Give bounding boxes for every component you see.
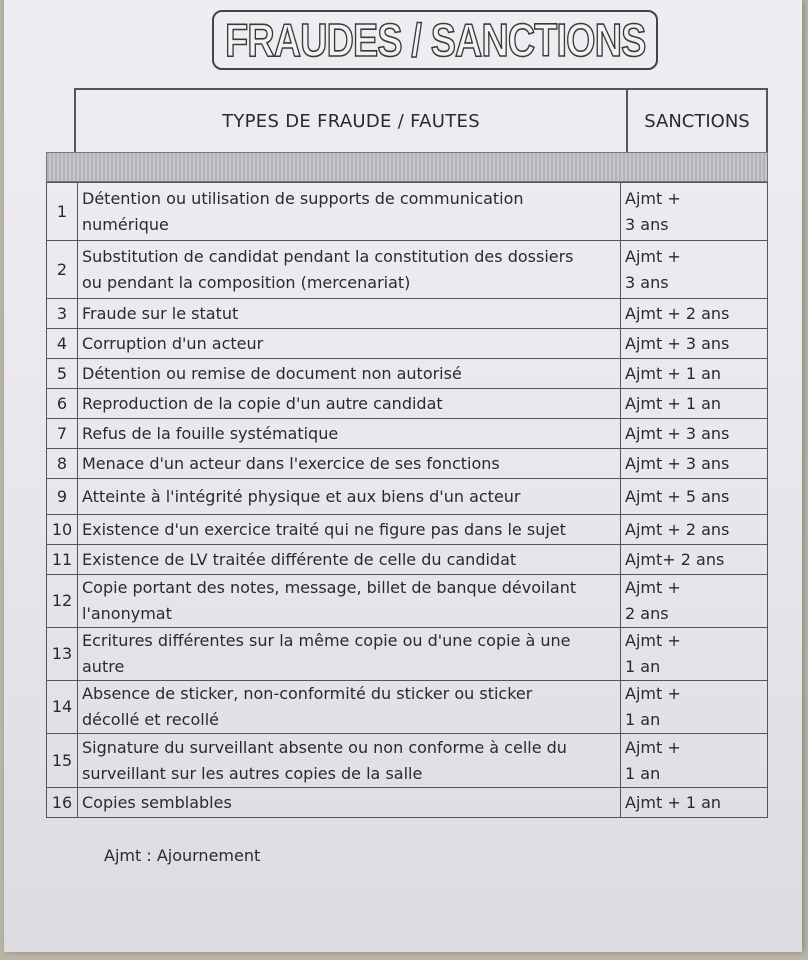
row-number: 15 [47, 734, 78, 788]
row-number: 8 [47, 449, 78, 479]
table-row [47, 788, 768, 818]
fraud-description [78, 241, 621, 299]
fraud-description [78, 389, 621, 419]
fraud-description [78, 788, 621, 818]
fraud-description [78, 359, 621, 389]
header-sanctions: SANCTIONS [644, 110, 750, 132]
description-line: Ecritures différentes sur la même copie ou d'une copie à une [82, 631, 571, 650]
row-number: 13 [47, 628, 78, 681]
description-line: surveillant sur les autres copies de la salle [82, 763, 423, 783]
fraud-description [78, 479, 621, 515]
fraud-description [78, 449, 621, 479]
page-title: FRAUDES / SANCTIONS [224, 14, 646, 66]
sanction-cell [621, 734, 768, 788]
sanction-cell [621, 329, 768, 359]
row-number: 3 [47, 299, 78, 329]
table-row [47, 389, 768, 419]
sanction-line: Ajmt + 2 ans [625, 519, 730, 539]
description-line: Corruption d'un acteur [82, 333, 264, 353]
sanction-cell [621, 628, 768, 681]
sanction-line: Ajmt + 2 ans [625, 303, 730, 323]
sanction-line: 2 ans [625, 604, 669, 623]
table-row [47, 734, 768, 788]
sanction-line: Ajmt + [625, 737, 681, 757]
row-number: 6 [47, 389, 78, 419]
title-box [212, 10, 658, 70]
description-line: Existence d'un exercice traité qui ne figure pas dans le sujet [82, 519, 566, 539]
description-line: Atteinte à l'intégrité physique et aux biens d'un acteur [82, 486, 521, 506]
sanction-cell [621, 681, 768, 734]
table-row [47, 575, 768, 628]
sanction-line: Ajmt + [625, 188, 681, 208]
sanction-cell [621, 515, 768, 545]
fraud-description [78, 329, 621, 359]
description-line: Copie portant des notes, message, billet de banque dévoilant [82, 578, 577, 597]
table-row [47, 241, 768, 299]
fraud-description [78, 419, 621, 449]
sanction-line: Ajmt+ 2 ans [625, 549, 725, 569]
description-line: Fraude sur le statut [82, 303, 239, 323]
sanction-cell [621, 359, 768, 389]
row-number: 9 [47, 479, 78, 515]
row-number: 12 [47, 575, 78, 628]
sanction-line: 1 an [625, 763, 661, 783]
sanction-cell [621, 419, 768, 449]
table-row [47, 628, 768, 681]
fraud-description [78, 628, 621, 681]
fraud-description [78, 183, 621, 241]
row-number: 11 [47, 545, 78, 575]
sanction-cell [621, 183, 768, 241]
sanction-line: Ajmt + [625, 246, 681, 266]
sanction-line: Ajmt + 1 an [625, 792, 722, 812]
sanction-cell [621, 389, 768, 419]
sanction-line: 1 an [625, 710, 661, 729]
row-number: 10 [47, 515, 78, 545]
table-row [47, 449, 768, 479]
description-line: ou pendant la composition (mercenariat) [82, 272, 411, 292]
fraud-description [78, 545, 621, 575]
description-line: Substitution de candidat pendant la constitution des dossiers [82, 246, 574, 266]
sanction-line: Ajmt + 3 ans [625, 333, 730, 353]
fraud-description [78, 515, 621, 545]
row-number: 1 [47, 183, 78, 241]
header-types: TYPES DE FRAUDE / FAUTES [76, 90, 628, 152]
table-row [47, 359, 768, 389]
sanction-line: Ajmt + 1 an [625, 393, 722, 413]
row-number: 5 [47, 359, 78, 389]
sanction-cell [621, 575, 768, 628]
description-line: décollé et recollé [82, 710, 219, 729]
description-line: Menace d'un acteur dans l'exercice de ses fonctions [82, 453, 500, 473]
fraud-description [78, 681, 621, 734]
fraud-description [78, 299, 621, 329]
description-line: Détention ou utilisation de supports de communication [82, 188, 524, 208]
table-row [47, 329, 768, 359]
table-row [47, 419, 768, 449]
sanction-line: Ajmt + [625, 631, 681, 650]
description-line: Copies semblables [82, 792, 232, 812]
sanction-line: 3 ans [625, 214, 669, 234]
sanction-cell [621, 545, 768, 575]
table-row [47, 515, 768, 545]
table-row [47, 299, 768, 329]
sanction-line: 1 an [625, 657, 661, 676]
sanction-cell [621, 299, 768, 329]
description-line: Détention ou remise de document non autorisé [82, 363, 462, 383]
description-line: numérique [82, 214, 169, 234]
sanctions-table [46, 182, 768, 818]
sanction-line: Ajmt + [625, 684, 681, 703]
row-number: 16 [47, 788, 78, 818]
sanction-cell [621, 788, 768, 818]
description-line: Absence de sticker, non-conformité du sticker ou sticker [82, 684, 533, 703]
description-line: Existence de LV traitée différente de celle du candidat [82, 549, 517, 569]
table-row [47, 479, 768, 515]
row-number: 14 [47, 681, 78, 734]
description-line: Reproduction de la copie d'un autre candidat [82, 393, 443, 413]
sanction-cell [621, 449, 768, 479]
description-line: Signature du surveillant absente ou non conforme à celle du [82, 737, 567, 757]
table-row [47, 681, 768, 734]
sanction-line: Ajmt + [625, 578, 681, 597]
sanction-line: Ajmt + 1 an [625, 363, 722, 383]
sanction-line: 3 ans [625, 272, 669, 292]
table-header [74, 88, 768, 152]
table-row [47, 183, 768, 241]
sanction-cell [621, 241, 768, 299]
sanction-line: Ajmt + 3 ans [625, 423, 730, 443]
table-row [47, 545, 768, 575]
fraud-description [78, 575, 621, 628]
fraud-description [78, 734, 621, 788]
row-number: 7 [47, 419, 78, 449]
row-number: 4 [47, 329, 78, 359]
description-line: Refus de la fouille systématique [82, 423, 339, 443]
sanction-line: Ajmt + 3 ans [625, 453, 730, 473]
header-shaded-band [46, 152, 768, 182]
description-line: autre [82, 657, 125, 676]
sanction-line: Ajmt + 5 ans [625, 486, 730, 506]
footnote: Ajmt : Ajournement [104, 846, 261, 865]
sanction-cell [621, 479, 768, 515]
description-line: l'anonymat [82, 604, 172, 623]
row-number: 2 [47, 241, 78, 299]
